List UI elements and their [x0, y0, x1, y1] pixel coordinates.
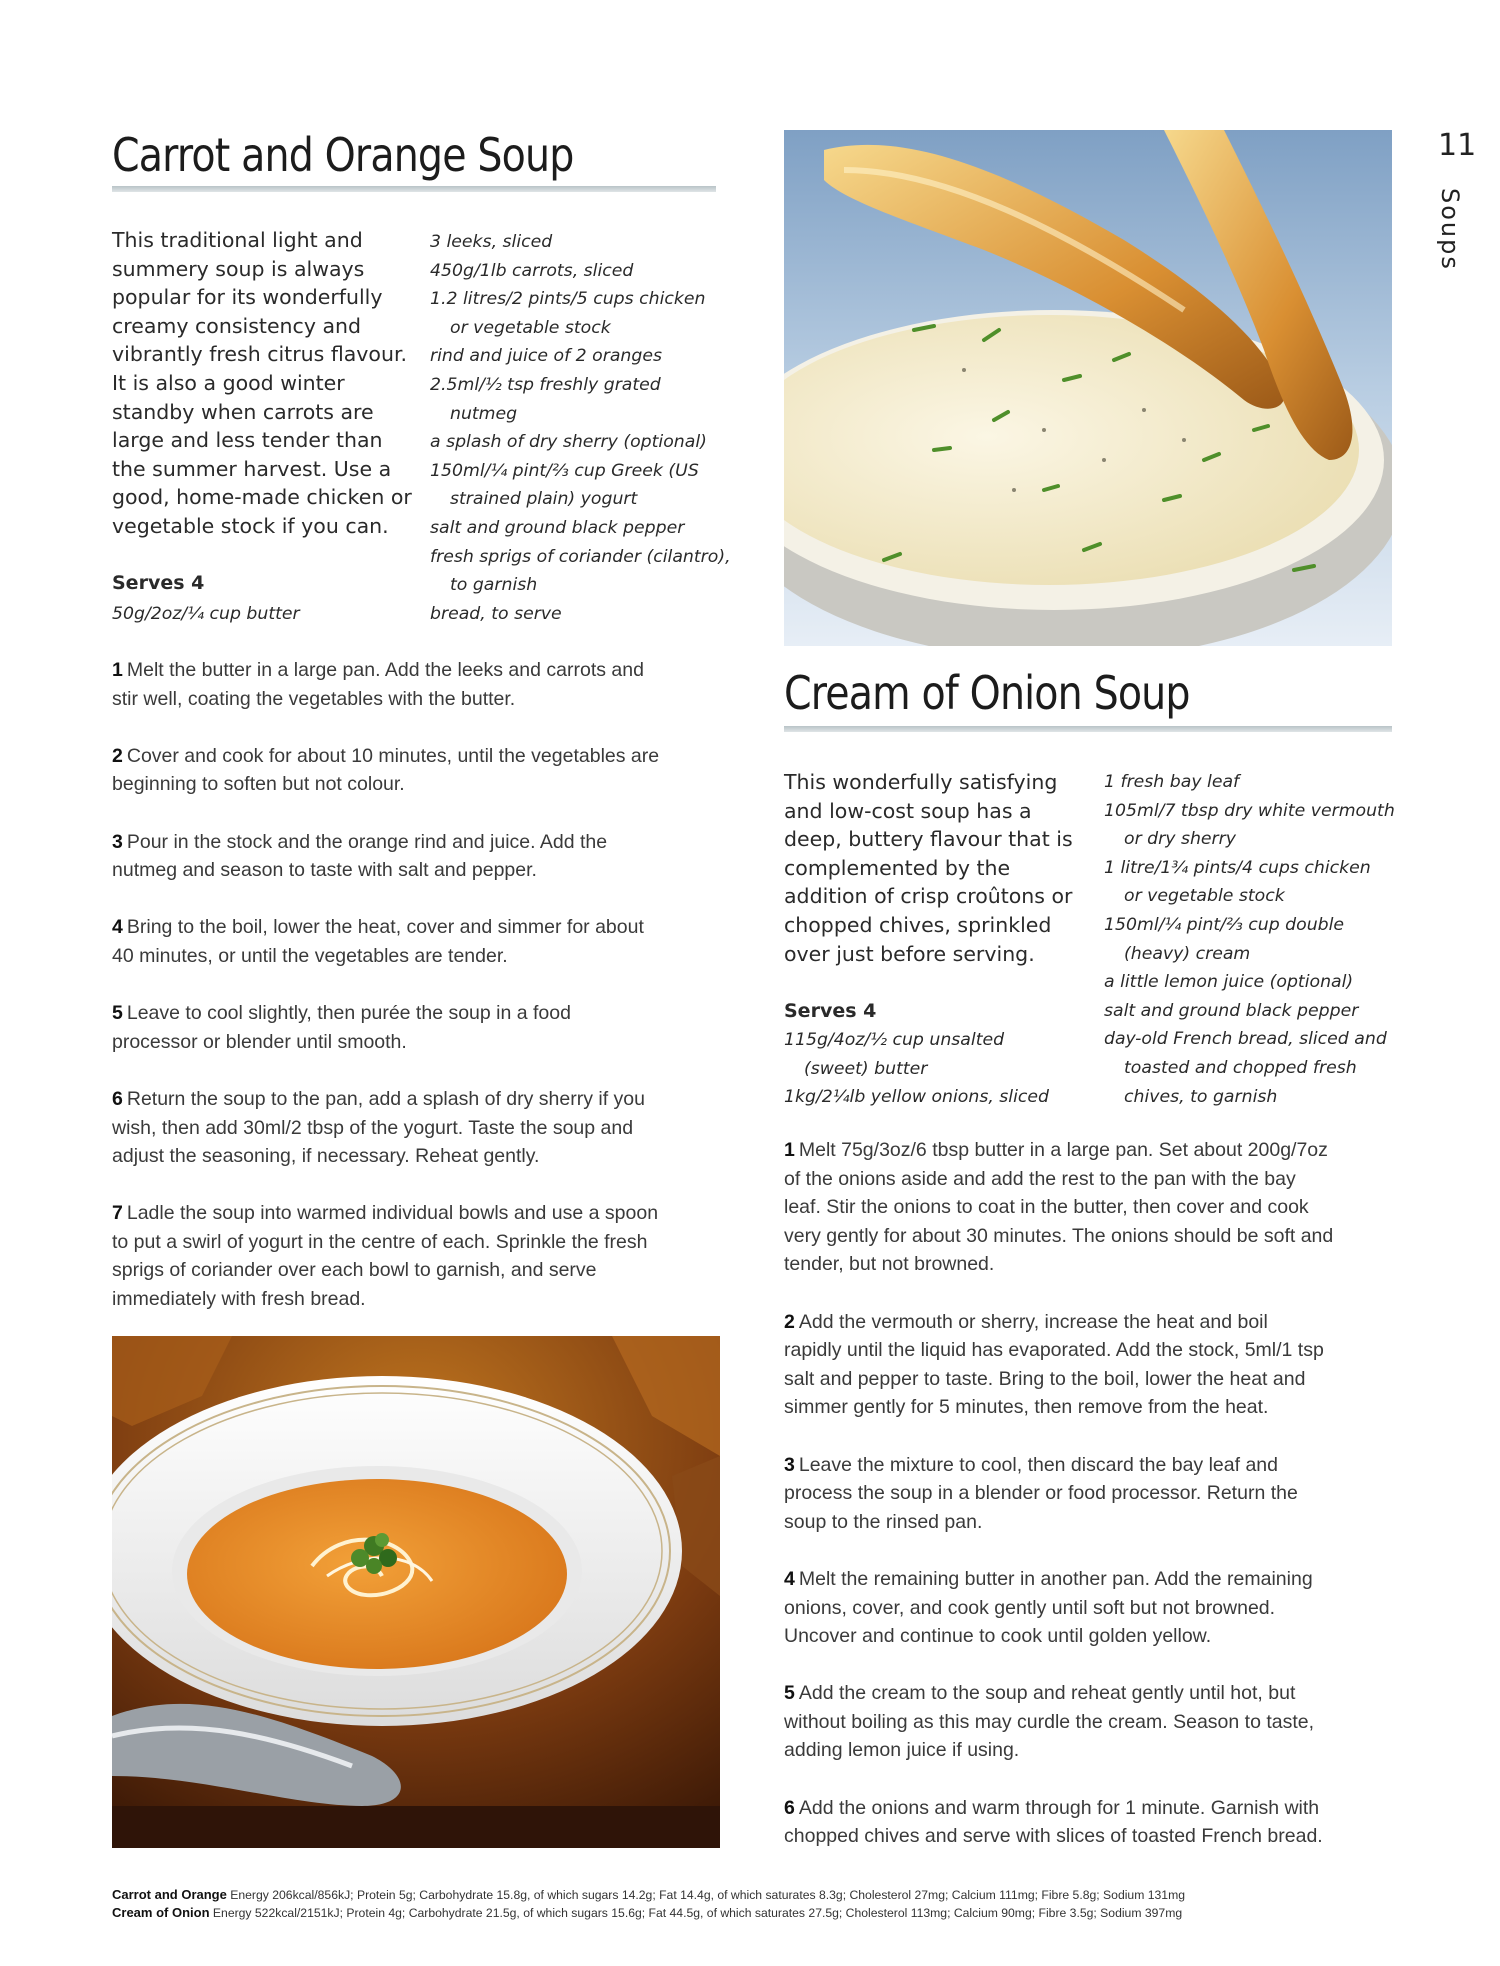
ingredient-item: to garnish [450, 575, 538, 596]
method-line: leaf. Stir the onions to coat in the butter, then cover and cook [784, 1196, 1309, 1219]
step-number: 2 [112, 744, 123, 767]
onion-soup-photo [784, 130, 1392, 646]
method-line [112, 742, 722, 771]
method-line: of the onions aside and add the rest to the pan with the bay [784, 1167, 1296, 1190]
ingredient-item: bread, to serve [430, 603, 562, 624]
step-number: 7 [112, 1202, 123, 1225]
step-number: 4 [784, 1567, 795, 1590]
step-number: 4 [112, 916, 123, 939]
ingredient-item: or dry sherry [1124, 829, 1236, 850]
intro-line: standby when carrots are [112, 399, 374, 424]
method-step [784, 1308, 1394, 1422]
method-line [784, 1136, 1394, 1165]
onion-title: Cream of Onion Soup [784, 666, 1190, 720]
step-text: Add the onions and warm through for 1 minute. Garnish with [798, 1796, 1320, 1819]
ingredient-item: 1.2 litres/2 pints/5 cups chicken [430, 289, 706, 310]
ingredient-item: 1kg/2¼lb yellow onions, sliced [784, 1087, 1050, 1108]
method-line: without boiling as this may curdle the cream. Season to taste, [784, 1710, 1315, 1733]
method-line: stir well, coating the vegetables with the butter. [112, 687, 516, 710]
ingredient-item: toasted and chopped fresh [1124, 1057, 1357, 1078]
ingredient-item: a little lemon juice (optional) [1104, 972, 1354, 993]
onion-title-rule [784, 726, 1392, 732]
ingredient-item: rind and juice of 2 oranges [430, 346, 662, 367]
carrot-soup-photo [112, 1336, 720, 1848]
method-line [784, 1565, 1394, 1594]
ingredient-item: nutmeg [450, 403, 518, 424]
method-line: adding lemon juice if using. [784, 1739, 1020, 1762]
step-number: 2 [784, 1310, 795, 1333]
onion-ingredients [1104, 768, 1394, 1111]
method-line: immediately with fresh bread. [112, 1288, 366, 1311]
method-line [112, 1085, 722, 1114]
step-text: Melt the butter in a large pan. Add the leeks and carrots and [126, 659, 644, 681]
method-line: wish, then add 30ml/2 tbsp of the yogurt. Taste the soup and [112, 1116, 634, 1139]
intro-line: This traditional light and [112, 228, 363, 252]
ingredient-item: a splash of dry sherry (optional) [430, 432, 707, 453]
onion-method [784, 1136, 1394, 1879]
ingredient-item: or vegetable stock [1124, 886, 1285, 907]
ingredient-item: salt and ground black pepper [1104, 1000, 1359, 1021]
method-step [112, 656, 722, 713]
step-text: Return the soup to the pan, add a splash of dry sherry if you [126, 1087, 645, 1110]
method-step [784, 1679, 1394, 1765]
method-step [112, 828, 722, 885]
ingredient-item: 1 litre/1¾ pints/4 cups chicken [1104, 857, 1371, 878]
method-step [784, 1451, 1394, 1537]
onion-ingredients-left [784, 1026, 1104, 1112]
step-number: 3 [784, 1453, 795, 1476]
carrot-method [112, 656, 722, 1342]
method-line: salt and pepper to taste. Bring to the boil, lower the heat and [784, 1367, 1306, 1390]
ingredient-item: or vegetable stock [450, 317, 611, 338]
method-step [112, 1085, 722, 1171]
ingredient-item: 150ml/¼ pint/⅔ cup Greek (US [430, 460, 699, 481]
ingredient-item: fresh sprigs of coriander (cilantro), [430, 546, 731, 567]
method-line [112, 1199, 722, 1228]
method-line [112, 828, 722, 857]
method-line [784, 1451, 1394, 1480]
method-line: chopped chives and serve with slices of toasted French bread. [784, 1825, 1323, 1848]
method-line [112, 999, 722, 1028]
nutrition-text: Energy 206kcal/856kJ; Protein 5g; Carbohydrate 15.8g, of which sugars 14.2g; Fat 14.4g, of which saturates 8.3g; Cholesterol 27mg; Calcium 111mg; Fibre 5.8g; Sodium 131mg [230, 1888, 1186, 1902]
page-number: 11 [1438, 128, 1477, 163]
section-label: Soups [1436, 188, 1464, 271]
intro-line: This wonderfully satisfying [784, 770, 1058, 794]
method-line: processor or blender until smooth. [112, 1030, 407, 1053]
step-text: Leave to cool slightly, then purée the soup in a food [126, 1002, 571, 1025]
method-step [112, 1199, 722, 1313]
carrot-title: Carrot and Orange Soup [112, 128, 574, 182]
intro-line: popular for its wonderfully [112, 285, 383, 310]
method-step [784, 1794, 1394, 1851]
step-number: 1 [112, 659, 123, 681]
step-number: 5 [112, 1002, 123, 1025]
carrot-first-ingredient: 50g/2oz/¼ cup butter [112, 604, 300, 624]
ingredient-item: strained plain) yogurt [450, 489, 638, 510]
step-text: Add the vermouth or sherry, increase the heat and boil [798, 1310, 1268, 1333]
method-line [112, 656, 722, 685]
nutrition-text: Energy 522kcal/2151kJ; Protein 4g; Carbohydrate 21.5g, of which sugars 15.6g; Fat 44.5g, of which saturates 27.5g; Cholesterol 113mg; Calcium 90mg; Fibre 3.5g; Sodium 397mg [212, 1906, 1183, 1920]
method-line: 40 minutes, or until the vegetables are tender. [112, 944, 508, 967]
ingredient-item: 1 fresh bay leaf [1104, 772, 1240, 792]
nutrition-onion [112, 1904, 1182, 1922]
onion-intro [784, 768, 1094, 968]
step-number: 3 [112, 830, 123, 853]
intro-line: deep, buttery flavour that is [784, 827, 1073, 852]
intro-line: vibrantly fresh citrus flavour. [112, 342, 408, 367]
step-text: Melt the remaining butter in another pan. Add the remaining [798, 1567, 1313, 1590]
intro-line: complemented by the [784, 855, 1011, 880]
method-line: onions, cover, and cook gently until soft but not browned. [784, 1596, 1276, 1619]
carrot-ingredients [430, 228, 730, 628]
carrot-title-rule [112, 186, 716, 192]
method-line: beginning to soften but not colour. [112, 773, 405, 796]
intro-line: large and less tender than [112, 428, 383, 453]
method-step [112, 999, 722, 1056]
method-line: to put a swirl of yogurt in the centre of each. Sprinkle the fresh [112, 1230, 648, 1253]
ingredient-item: (heavy) cream [1124, 943, 1251, 964]
nutrition-carrot [112, 1886, 1185, 1904]
method-line: tender, but not browned. [784, 1253, 995, 1276]
ingredient-item: day-old French bread, sliced and [1104, 1029, 1387, 1050]
step-text: Melt 75g/3oz/6 tbsp butter in a large pan. Set about 200g/7oz [798, 1139, 1328, 1161]
intro-line: chopped chives, sprinkled [784, 912, 1052, 937]
step-text: Add the cream to the soup and reheat gently until hot, but [798, 1682, 1296, 1705]
step-text: Cover and cook for about 10 minutes, until the vegetables are [126, 744, 660, 767]
method-line: very gently for about 30 minutes. The onions should be soft and [784, 1224, 1334, 1247]
step-text: Leave the mixture to cool, then discard the bay leaf and [798, 1453, 1278, 1476]
intro-line: summery soup is always [112, 256, 365, 281]
ingredient-item: chives, to garnish [1124, 1086, 1278, 1107]
method-line: rapidly until the liquid has evaporated. Add the stock, 5ml/1 tsp [784, 1339, 1324, 1362]
method-step [112, 913, 722, 970]
method-line: sprigs of coriander over each bowl to garnish, and serve [112, 1259, 597, 1282]
nutrition-name: Carrot and Orange [112, 1887, 227, 1902]
carrot-serves: Serves 4 [112, 572, 205, 594]
method-line: simmer gently for 5 minutes, then remove from the heat. [784, 1396, 1269, 1419]
method-step [112, 742, 722, 799]
method-line: Uncover and continue to cook until golden yellow. [784, 1625, 1212, 1648]
intro-line: vegetable stock if you can. [112, 513, 389, 538]
ingredient-item: 105ml/7 tbsp dry white vermouth [1104, 800, 1395, 821]
ingredient-item: 3 leeks, sliced [430, 232, 553, 252]
ingredient-item: (sweet) butter [804, 1058, 928, 1079]
step-number: 6 [112, 1087, 123, 1110]
ingredient-item: 115g/4oz/½ cup unsalted [784, 1030, 1005, 1050]
intro-line: and low-cost soup has a [784, 798, 1032, 823]
method-line: adjust the seasoning, if necessary. Reheat gently. [112, 1145, 540, 1168]
intro-line: addition of crisp croûtons or [784, 884, 1073, 909]
step-text: Pour in the stock and the orange rind and juice. Add the [126, 830, 608, 853]
method-step [784, 1565, 1394, 1651]
method-step [784, 1136, 1394, 1279]
intro-line: good, home-made chicken or [112, 485, 412, 510]
method-line [112, 913, 722, 942]
step-text: Ladle the soup into warmed individual bowls and use a spoon [126, 1202, 659, 1225]
method-line [784, 1794, 1394, 1823]
onion-serves: Serves 4 [784, 1000, 877, 1022]
method-line: nutmeg and season to taste with salt and pepper. [112, 859, 537, 882]
intro-line: over just before serving. [784, 941, 1035, 966]
intro-line: creamy consistency and [112, 313, 362, 338]
nutrition-name: Cream of Onion [112, 1905, 210, 1920]
method-line [784, 1308, 1394, 1337]
step-text: Bring to the boil, lower the heat, cover and simmer for about [126, 916, 644, 939]
method-line: process the soup in a blender or food processor. Return the [784, 1482, 1298, 1505]
step-number: 6 [784, 1796, 795, 1819]
intro-line: the summer harvest. Use a [112, 456, 392, 481]
ingredient-item: 150ml/¼ pint/⅔ cup double [1104, 914, 1345, 935]
ingredient-item: 450g/1lb carrots, sliced [430, 260, 634, 281]
intro-line: It is also a good winter [112, 370, 345, 395]
ingredient-item: 2.5ml/½ tsp freshly grated [430, 374, 661, 395]
method-line [784, 1679, 1394, 1708]
method-line: soup to the rinsed pan. [784, 1510, 983, 1533]
step-number: 1 [784, 1139, 795, 1161]
ingredient-item: salt and ground black pepper [430, 517, 685, 538]
carrot-intro [112, 226, 422, 541]
step-number: 5 [784, 1682, 795, 1705]
